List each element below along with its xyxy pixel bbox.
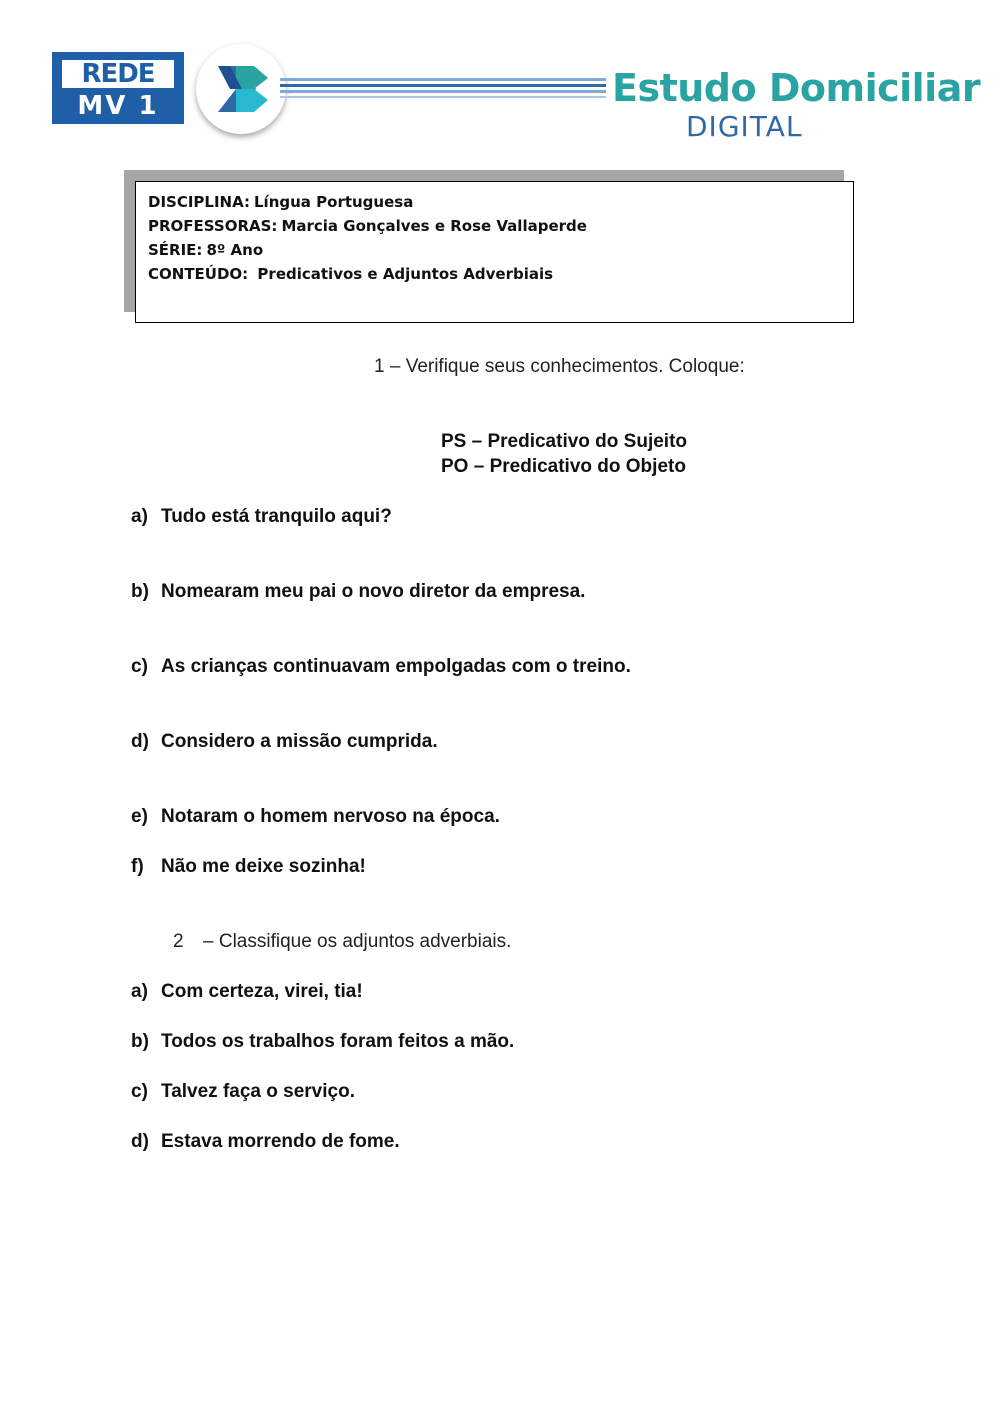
rede-mv1-logo [52,52,184,124]
q1-item-e-text: Notaram o homem nervoso na época. [161,806,500,827]
q2-item-a-letter: a) [131,981,148,1002]
q1-item-f [131,856,366,878]
disciplina-value: Língua Portuguesa [254,193,414,211]
professoras-line [148,214,841,238]
q2-item-d-letter: d) [131,1131,149,1152]
q2-item-a [131,981,363,1003]
xb-emblem-icon [196,44,286,134]
conteudo-line [148,262,841,286]
q1-item-b-letter: b) [131,581,149,602]
q1-item-a [131,506,392,528]
info-box [135,181,854,323]
q2-item-b-letter: b) [131,1031,149,1052]
q1-item-a-text: Tudo está tranquilo aqui? [161,506,392,527]
brand-title: Estudo Domiciliar [612,66,981,110]
logo-top-text: REDE [62,60,174,88]
q1-item-e [131,806,500,828]
serie-line [148,238,841,262]
q1-item-d [131,731,438,753]
q1-legend-ps: PS – Predicativo do Sujeito [441,431,688,452]
q2-item-c [131,1081,355,1103]
q1-item-c-text: As crianças continuavam empolgadas com o treino. [161,656,631,677]
q1-item-f-letter: f) [131,856,144,877]
q2-instruction-text: – Classifique os adjuntos adverbiais. [203,931,512,952]
q2-item-b-text: Todos os trabalhos foram feitos a mão. [161,1031,515,1052]
q2-number: 2 [173,931,184,952]
q2-item-d [131,1131,400,1153]
q2-item-c-text: Talvez faça o serviço. [161,1081,355,1102]
q1-item-d-letter: d) [131,731,149,752]
q1-item-c [131,656,631,678]
q1-item-b-text: Nomearam meu pai o novo diretor da empresa. [161,581,586,602]
q1-instruction: 1 – Verifique seus conhecimentos. Coloque: [374,356,745,377]
q2-item-d-text: Estava morrendo de fome. [161,1131,400,1152]
q2-instruction [173,931,511,953]
logo-bottom-text: MV 1 [77,91,159,121]
xb-circle-logo [196,44,286,134]
professoras-label: PROFESSORAS: [148,217,278,235]
q1-item-b [131,581,585,603]
q2-item-b [131,1031,514,1053]
q1-item-c-letter: c) [131,656,148,677]
q1-legend-po: PO – Predicativo do Objeto [441,456,686,477]
q2-item-c-letter: c) [131,1081,148,1102]
header-stripes [280,78,606,100]
q1-item-a-letter: a) [131,506,148,527]
disciplina-line [148,190,841,214]
conteudo-value: Predicativos e Adjuntos Adverbiais [257,265,554,283]
q2-item-a-text: Com certeza, virei, tia! [161,981,363,1002]
brand-subtitle: DIGITAL [686,110,803,143]
q1-item-e-letter: e) [131,806,148,827]
conteudo-label: CONTEÚDO: [148,265,249,283]
serie-label: SÉRIE: [148,241,203,259]
q1-item-f-text: Não me deixe sozinha! [161,856,366,877]
serie-value: 8º Ano [206,241,264,259]
disciplina-label: DISCIPLINA: [148,193,250,211]
q1-item-d-text: Considero a missão cumprida. [161,731,438,752]
professoras-value: Marcia Gonçalves e Rose Vallaperde [281,217,587,235]
